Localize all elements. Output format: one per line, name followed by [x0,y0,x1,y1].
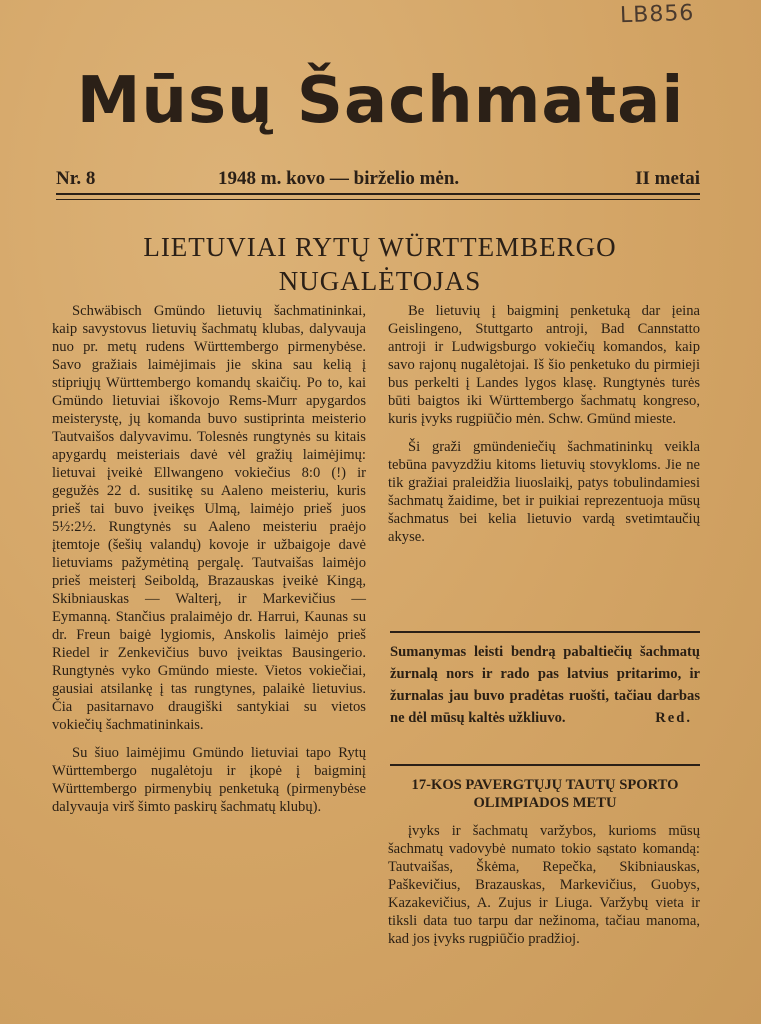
article-headline [90,230,670,298]
section-rule [390,764,700,766]
issue-year: II metai [635,168,700,189]
article-paragraph: Schwäbisch Gmündo lietuvių šachmatininkai, kaip savystovus lietuvių šachmatų klubas, dalyvauja nuo pr. metų rudens Württembergo pirmenybėse. Savo gražiais laimėjimais jie skina sau kelią į stipriųjų Württembergo komandų skaičių. Po to, kai Gmündo lietuviai iškovojo Rems-Murr apygardos meisterystę, jų komanda buvo sustiprinta meisterio Tautvaišos dalyvavimu. Tolesnės rungtynės su kitais apygardų meisteriais davė vėl gražių laimėjimų: lietuvai įveikė Ellwangeno vokiečius 8:0 (!) ir gegužės 22 d. susitikę su Aaleno meisteriu, kuris prieš tai buvo įveikęs Ulmą, laimėjo prieš juos 5½:2½. Rungtynės su Aaleno meisteriu praėjo įtemtoje (šešių valandų) kovoje ir užbaigoje davė lietuviams pažymėtiną pergalę. Tautvaišas laimėjo prieš meisterį Seiboldą, Brazauskas įveikė Kingą, Skibniauskas — Walterį, ir Markevičius — Eymanną. Stančius pralaimėjo dr. Harrui, Kaunas su dr. Freun baigė lygiomis, Anskolis laimėjo prieš Riedel ir Zenkevičius buvo įveiktas Bausingerio. Rungtynės vyko Gmündo mieste. Vietos vokiečiai, gausiai atsilankę į tas rungtynes, palaikė lietuvius. Čia pasitarnavo draugiški santykiai su vietos vokiečių šachmatininkais. [52,303,366,733]
article-paragraph: Su šiuo laimėjimu Gmündo lietuviai tapo Rytų Württembergo nugalėtoju ir įkopė į baigminį Württembergo pirmenybių penketuką (pirmenybėse dalyvauja virš šimto paskirų šachmatų klubų). [52,745,366,815]
notice-rule-top [390,631,700,633]
sport-paragraph: įvyks ir šachmatų varžybos, kurioms mūsų šachmatų vadovybė numato tokio sąstato komandą: Tautvaišas, Škėma, Repečka, Skibniauskas, Paškevičius, Brazauskas, Markevičius, Guobys, Kazakevičius, A. Zujus ir Liuga. Varžybų vieta ir tiksli data tuo tarpu dar nežinoma, tačiau manoma, kad jos įvyks rugpiūčio pradžioj. [388,823,700,947]
notice-text: Sumanymas leisti bendrą pabaltiečių šachmatų žurnalą nors ir rado pas latvius pritarimo, ir žurnalas jau buvo pradėtas ruošti, tačiau darbas ne dėl mūsų kaltės užkliuvo. [390,644,700,726]
article-column-right [388,302,700,546]
sport-body [388,822,700,948]
issue-line [56,168,700,192]
headline-line-1: LIETUVIAI RYTŲ WÜRTTEMBERGO [143,232,617,262]
article-column-left [52,302,366,816]
article-paragraph: Be lietuvių į baigminį penketuką dar įeina Geislingeno, Stuttgarto antroji, Bad Cannstatto antroji ir Ludwigsburgo vokiečių komandos, kaip savo rajonų nugalėtojai. Iš šio penketuko du pirmieji bus perkelti į Landes lygos klasę. Rungtynės turės būti baigtos iki Württembergo šachmatų kongreso, kuris įvyks rugpiūčio mėn. Schw. Gmünd mieste. [388,303,700,427]
archive-mark: LB856 [619,0,695,29]
masthead-title: Mūsų Šachmatai [76,64,685,138]
article-paragraph: Ši graži gmündeniečių šachmatininkų veikla tebūna pavyzdžiu kitoms lietuvių stovykloms. Jie ne tik gražiai praleidžia liuoslaikį, patys tobulindamiesi šachmatų žaidime, bet ir puikiai reprezentuoja mūsų šachmatus bei kelia lietuvio vardą svetimtaučių akyse. [388,439,700,545]
sport-heading: 17-KOS PAVERGTŲJŲ TAUTŲ SPORTO OLIMPIADOS METU [411,777,679,811]
issue-number: Nr. 8 [56,168,96,189]
editorial-notice [390,641,700,729]
notice-signature: Red. [655,710,692,726]
masthead-rule [56,193,700,200]
headline-line-2: NUGALĖTOJAS [278,266,482,296]
issue-date: 1948 m. kovo — birželio mėn. [218,168,460,189]
